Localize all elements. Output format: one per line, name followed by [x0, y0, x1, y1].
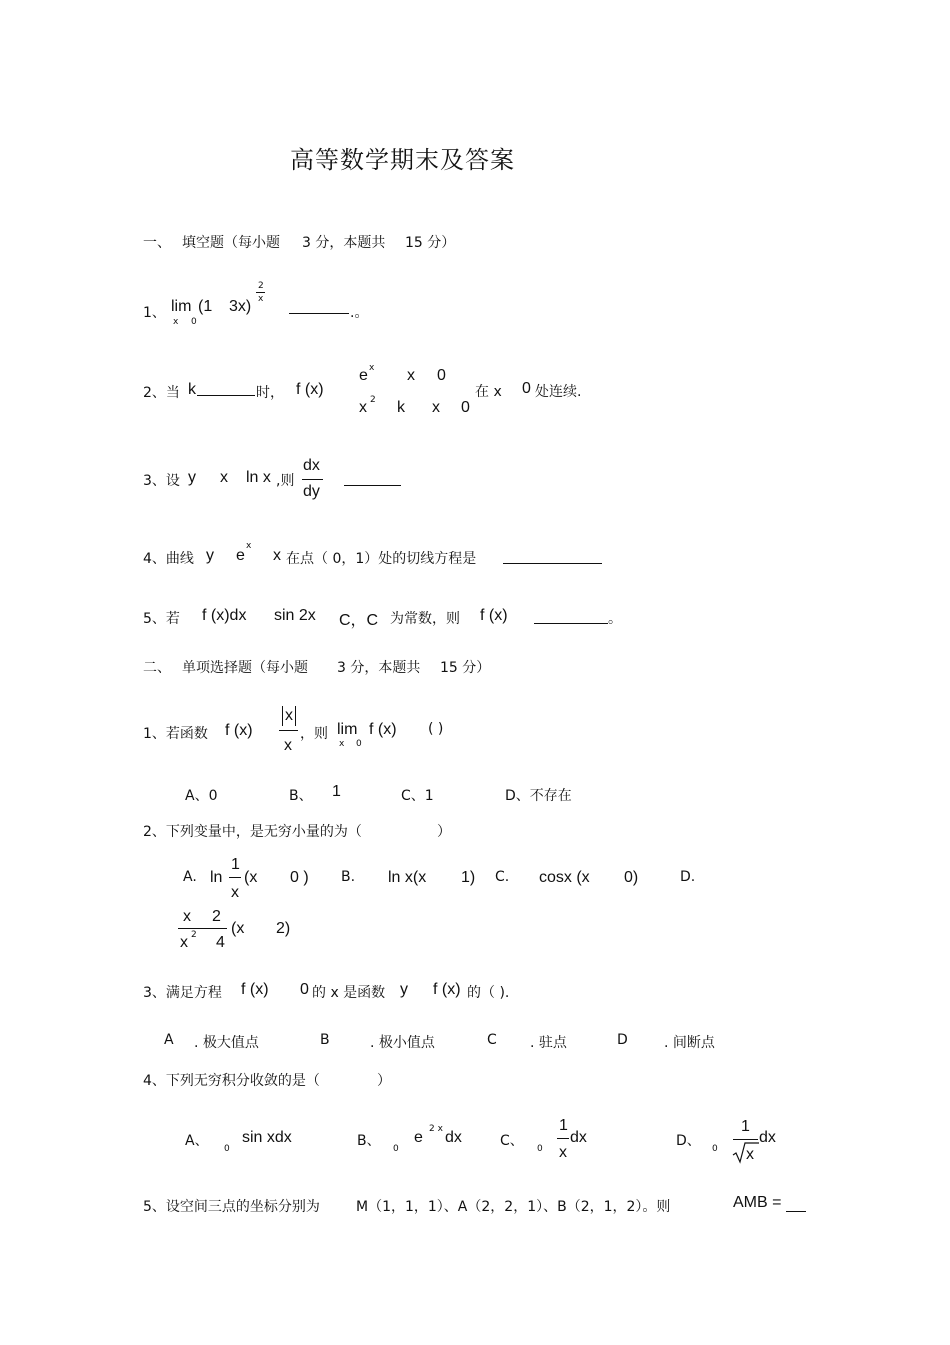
section-1-label: 填空题（每小题: [182, 235, 280, 251]
c3-text1: 的 x 是函数: [312, 985, 386, 1001]
c4-c-num: 1: [559, 1117, 568, 1134]
c4-d-dx: dx: [759, 1129, 776, 1146]
c3-option-d-text: . 间断点: [664, 1035, 715, 1051]
q2-row2-0: 0: [461, 399, 470, 416]
c4-b-e: e: [414, 1129, 423, 1146]
q3-number: 3、设: [143, 473, 180, 489]
c4-option-a: A、: [185, 1133, 209, 1149]
q1-lim-sub-0: 0: [191, 317, 197, 327]
q2-at: 在 x: [475, 384, 502, 400]
c2-d-den-4: 4: [216, 934, 225, 951]
c1-abs-right: [295, 706, 296, 726]
c2-d-den-sup: 2: [191, 930, 197, 940]
c4-d-lower: 0: [712, 1144, 718, 1154]
q1-exp-num: 2: [258, 281, 264, 291]
c1-den: x: [284, 737, 292, 754]
q3-dy: dy: [303, 483, 320, 500]
q2-row1-0: 0: [437, 367, 446, 384]
q1-answer-blank: [289, 302, 349, 318]
q2-row2-x: x: [359, 399, 367, 416]
section-2-score: 3 分，本题共: [337, 660, 421, 676]
c4-b-dx: dx: [445, 1129, 462, 1146]
q2-row2-x-sup: 2: [370, 395, 376, 405]
c2-d-num-x: x: [183, 908, 191, 925]
q3-ln: ln x: [246, 469, 271, 486]
c3-fx: f (x): [433, 981, 461, 998]
c2-a-ln: ln: [210, 869, 223, 886]
q1-number: 1、: [143, 305, 166, 321]
c3-option-d: D: [617, 1032, 628, 1048]
c1-fx: f (x): [369, 721, 397, 738]
section-2-total: 15 分）: [440, 660, 491, 676]
section-1-total: 15 分）: [405, 235, 456, 251]
q2-row1-x: x: [407, 367, 415, 384]
q4-number: 4、曲线: [143, 551, 194, 567]
c2-option-a: A.: [183, 869, 197, 885]
c1-lim-sub-0: 0: [356, 739, 362, 749]
c3-number: 3、满足方程: [143, 985, 222, 1001]
page-title: 高等数学期末及答案: [290, 146, 515, 174]
q2-answer-blank: [197, 384, 255, 400]
c4-option-d: D、: [676, 1133, 701, 1149]
c1-then: ，则: [300, 726, 328, 742]
q5-tail: 。: [608, 611, 622, 627]
c4-c-den: x: [559, 1144, 567, 1161]
c3-y: y: [400, 981, 408, 998]
c3-text2: 的（ ).: [467, 985, 510, 1001]
c4-c-bar: [557, 1138, 569, 1139]
c1-abs-left: [282, 706, 283, 726]
q1-tail: .。: [350, 305, 369, 321]
c4-d-den: x: [746, 1146, 754, 1163]
c1-option-b-value: 1: [332, 783, 341, 800]
q2-row2-k: k: [397, 399, 405, 416]
c1-f: f (x): [225, 722, 253, 739]
c1-fraction-bar: [279, 730, 298, 731]
q2-row2-x2: x: [432, 399, 440, 416]
c2-d-cond: (x: [231, 920, 245, 937]
c4-c-lower: 0: [537, 1144, 543, 1154]
q1-base: (1: [198, 298, 213, 315]
c4-d-bar: [733, 1139, 758, 1140]
q4-y: y: [206, 547, 214, 564]
q3-answer-blank: [344, 470, 401, 490]
q5-integrand: f (x)dx: [202, 607, 247, 624]
c1-abs-x: x: [285, 707, 293, 724]
c3-option-a-text: . 极大值点: [194, 1035, 259, 1051]
c2-option-b: B.: [341, 869, 356, 885]
c3-option-c: C: [487, 1032, 497, 1048]
c4-number: 4、下列无穷积分收敛的是（: [143, 1073, 320, 1089]
c4-a-lower: 0: [224, 1144, 230, 1154]
c1-number: 1、若函数: [143, 726, 208, 742]
q4-answer-blank: [503, 548, 602, 568]
section-1-number: 一、: [143, 235, 171, 251]
q1-exp-den: x: [258, 294, 264, 304]
c2-a-bar: [229, 877, 241, 878]
q5-c: C，C: [339, 612, 379, 629]
c1-option-d: D、不存在: [505, 788, 572, 804]
q3-x: x: [220, 469, 228, 486]
q2-tail: 处连续.: [535, 384, 582, 400]
section-2-number: 二、: [143, 660, 171, 676]
c2-c-expr: cosx (x: [539, 869, 590, 886]
q5-answer-blank: [534, 608, 608, 628]
section-1-score: 3 分，本题共: [302, 235, 386, 251]
q4-text: 在点（ 0，1）处的切线方程是: [286, 551, 477, 567]
c1-lim: lim: [337, 721, 358, 738]
q3-y: y: [188, 469, 196, 486]
q4-e: e: [236, 547, 245, 564]
q5-f: f (x): [480, 607, 508, 624]
c1-option-a: A、0: [185, 788, 218, 804]
section-2-label: 单项选择题（每小题: [182, 660, 308, 676]
c2-close: ）: [437, 824, 451, 840]
c3-option-a: A: [164, 1032, 174, 1048]
q1-lim-sub-x: x: [173, 317, 179, 327]
q2-number: 2、当: [143, 385, 180, 401]
q1-exp-bar: [256, 292, 265, 293]
c4-a-expr: sin xdx: [242, 1129, 292, 1146]
c4-b-sup: 2 x: [429, 1124, 443, 1134]
q1-term: 3x): [229, 298, 252, 315]
q2-zero: 0: [522, 380, 531, 397]
q5-rhs: sin 2x: [274, 607, 316, 624]
c1-paren: ( ): [428, 721, 444, 737]
c5-amb: AMB =: [733, 1194, 782, 1211]
q2-row1-e: e: [359, 367, 368, 384]
c2-d-den-x: x: [180, 934, 188, 951]
c4-close: ）: [377, 1073, 391, 1089]
q2-mid: 时，: [256, 385, 284, 401]
q4-x: x: [273, 547, 281, 564]
c4-option-c: C、: [500, 1133, 524, 1149]
c4-d-num: 1: [741, 1118, 750, 1135]
q2-f: f (x): [296, 381, 324, 398]
c4-b-lower: 0: [393, 1144, 399, 1154]
c4-option-b: B、: [357, 1133, 381, 1149]
q1-lim: lim: [171, 298, 192, 315]
c3-f: f (x): [241, 981, 269, 998]
c1-lim-sub-x: x: [339, 739, 345, 749]
c3-option-c-text: . 驻点: [530, 1035, 567, 1051]
c1-option-b: B、: [289, 788, 313, 804]
c3-option-b-text: . 极小值点: [370, 1035, 435, 1051]
c4-c-dx: dx: [570, 1129, 587, 1146]
c5-number: 5、设空间三点的坐标分别为: [143, 1199, 320, 1215]
c2-b-expr: ln x(x: [388, 869, 427, 886]
q3-dx: dx: [303, 457, 320, 474]
c2-number: 2、下列变量中，是无穷小量的为（: [143, 824, 362, 840]
c2-d-val: 2): [276, 920, 291, 937]
c2-b-val: 1): [461, 869, 476, 886]
q3-fraction-bar: [302, 479, 323, 480]
q2-row1-e-sup: x: [369, 363, 375, 373]
c2-option-d: D.: [680, 869, 696, 885]
q5-number: 5、若: [143, 611, 180, 627]
c2-a-val: 0 ): [290, 869, 309, 886]
c2-c-val: 0): [624, 869, 639, 886]
c3-option-b: B: [320, 1032, 330, 1048]
c5-answer-blank: [786, 1196, 806, 1216]
q5-text: 为常数，则: [390, 611, 460, 627]
q3-then: ,则: [276, 473, 295, 489]
q4-e-sup: x: [246, 541, 252, 551]
c2-a-den: x: [231, 884, 239, 901]
c1-option-c: C、1: [401, 788, 434, 804]
c2-d-num-2: 2: [212, 908, 221, 925]
c2-a-cond: (x: [244, 869, 258, 886]
c2-d-bar: [178, 928, 227, 929]
q2-k: k: [188, 381, 196, 398]
c2-a-num: 1: [231, 856, 240, 873]
c5-points: M（1，1，1）、A（2，2，1）、B（2，1，2）。则: [356, 1199, 671, 1215]
c3-zero: 0: [300, 981, 309, 998]
c2-option-c: C.: [495, 869, 510, 885]
